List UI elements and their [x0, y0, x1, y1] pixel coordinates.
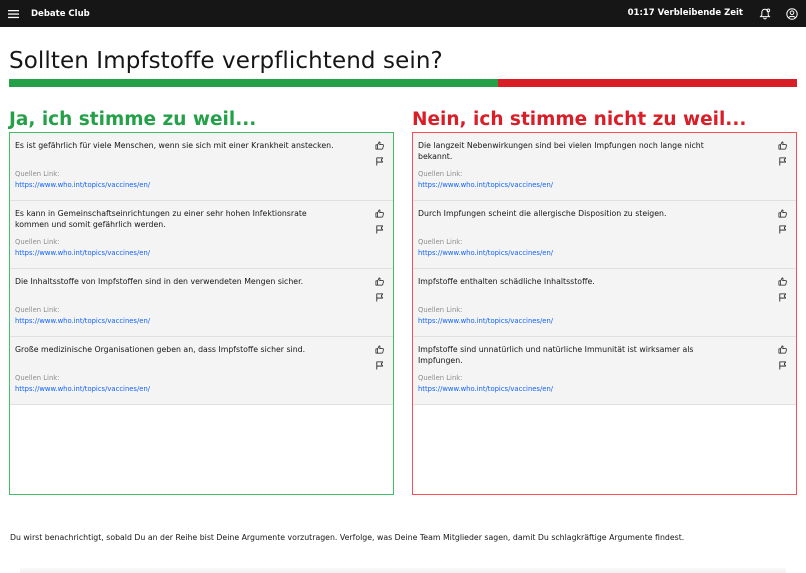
- argument-card: [10, 337, 393, 405]
- top-app-bar: [0, 0, 806, 27]
- flag-icon[interactable]: [777, 360, 788, 371]
- flag-icon[interactable]: [374, 224, 385, 235]
- score-bar-no: [498, 79, 797, 87]
- opinion-score-bar: [9, 79, 797, 87]
- source-label: Quellen Link:: [418, 306, 463, 314]
- argument-text: Die langzeit Nebenwirkungen sind bei vielen Impfungen noch lange nicht bekannt.: [418, 141, 704, 161]
- argument-text: Die Inhaltsstoffe von Impfstoffen sind in den verwendeten Mengen sicher.: [15, 277, 304, 286]
- hamburger-menu-icon[interactable]: [0, 0, 27, 27]
- flag-icon[interactable]: [777, 224, 788, 235]
- notification-bell-icon[interactable]: [751, 0, 778, 27]
- argument-text: Es kann in Gemeinschaftseinrichtungen zu einer sehr hohen Infektionsrate kommen und somit gefährlich werden.: [15, 209, 307, 229]
- thumbs-up-icon[interactable]: [777, 140, 788, 151]
- argument-card: [413, 337, 796, 405]
- source-label: Quellen Link:: [15, 374, 60, 382]
- source-link[interactable]: https://www.who.int/topics/vaccines/en/: [15, 385, 151, 393]
- no-arguments-panel: [412, 132, 797, 495]
- flag-icon[interactable]: [777, 156, 788, 167]
- argument-card: [10, 269, 393, 337]
- argument-text: Es ist gefährlich für viele Menschen, wenn sie sich mit einer Krankheit anstecken.: [15, 141, 334, 150]
- user-avatar-icon[interactable]: [778, 0, 805, 27]
- thumbs-up-icon[interactable]: [777, 208, 788, 219]
- flag-icon[interactable]: [374, 156, 385, 167]
- argument-text: Große medizinische Organisationen geben an, dass Impfstoffe sicher sind.: [15, 345, 306, 354]
- argument-card: [10, 133, 393, 201]
- turn-notification-text: Du wirst benachrichtigt, sobald Du an der Reihe bist Deine Argumente vorzutragen. Verfolge, was Deine Team Mitglieder sagen, damit Du schlagkräftige Argumente findest.: [10, 533, 685, 542]
- source-label: Quellen Link:: [15, 238, 60, 246]
- thumbs-up-icon[interactable]: [374, 344, 385, 355]
- source-link[interactable]: https://www.who.int/topics/vaccines/en/: [418, 317, 554, 325]
- flag-icon[interactable]: [777, 292, 788, 303]
- thumbs-up-icon[interactable]: [374, 208, 385, 219]
- thumbs-up-icon[interactable]: [777, 276, 788, 287]
- source-label: Quellen Link:: [418, 170, 463, 178]
- argument-text: Durch Impfungen scheint die allergische Disposition zu steigen.: [418, 209, 667, 218]
- argument-text: Impfstoffe sind unnatürlich und natürliche Immunität ist wirksamer als Impfungen.: [418, 345, 694, 365]
- source-link[interactable]: https://www.who.int/topics/vaccines/en/: [15, 317, 151, 325]
- source-link[interactable]: https://www.who.int/topics/vaccines/en/: [15, 249, 151, 257]
- source-link[interactable]: https://www.who.int/topics/vaccines/en/: [418, 249, 554, 257]
- thumbs-up-icon[interactable]: [374, 276, 385, 287]
- thumbs-up-icon[interactable]: [777, 344, 788, 355]
- debate-title: Sollten Impfstoffe verpflichtend sein?: [9, 48, 443, 74]
- argument-card: [413, 269, 796, 337]
- source-label: Quellen Link:: [15, 306, 60, 314]
- flag-icon[interactable]: [374, 360, 385, 371]
- source-link[interactable]: https://www.who.int/topics/vaccines/en/: [418, 385, 554, 393]
- argument-card: [413, 133, 796, 201]
- score-bar-yes: [9, 79, 498, 87]
- thumbs-up-icon[interactable]: [374, 140, 385, 151]
- source-label: Quellen Link:: [418, 374, 463, 382]
- no-column-heading: Nein, ich stimme nicht zu weil...: [412, 109, 747, 130]
- bottom-edge-divider: [20, 568, 786, 573]
- argument-card: [413, 201, 796, 269]
- argument-card: [10, 201, 393, 269]
- source-label: Quellen Link:: [418, 238, 463, 246]
- remaining-time: 01:17 Verbleibende Zeit: [627, 8, 743, 18]
- yes-arguments-panel: [9, 132, 394, 495]
- source-link[interactable]: https://www.who.int/topics/vaccines/en/: [418, 181, 554, 189]
- flag-icon[interactable]: [374, 292, 385, 303]
- app-name[interactable]: Debate Club: [31, 8, 90, 19]
- source-link[interactable]: https://www.who.int/topics/vaccines/en/: [15, 181, 151, 189]
- yes-column-heading: Ja, ich stimme zu weil...: [9, 109, 257, 130]
- argument-text: Impfstoffe enthalten schädliche Inhaltsstoffe.: [418, 277, 595, 286]
- source-label: Quellen Link:: [15, 170, 60, 178]
